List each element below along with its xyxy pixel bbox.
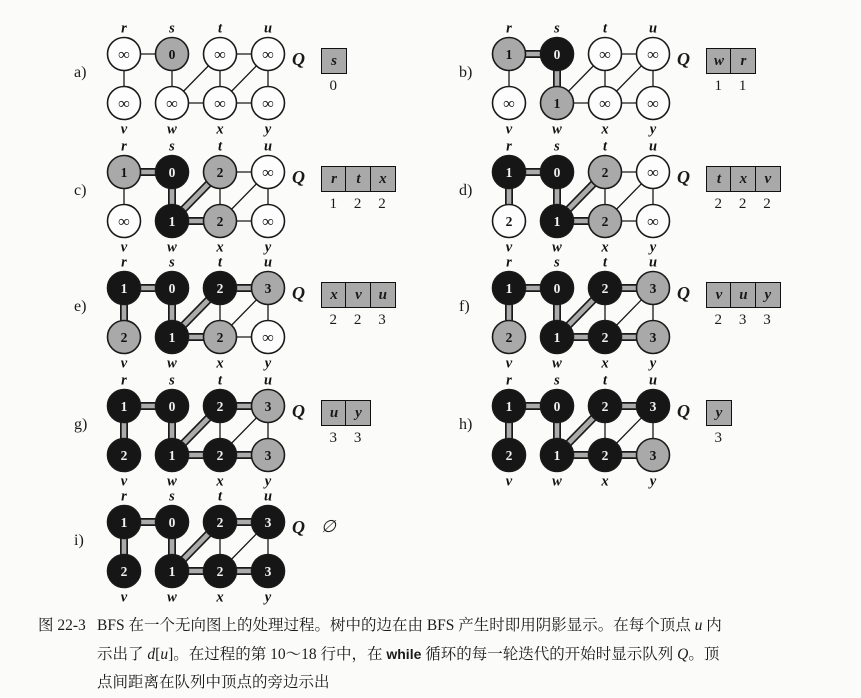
vertex-name-u: u — [648, 372, 658, 389]
vertex-name-y: y — [264, 355, 272, 372]
queue-distance-v: 2 — [714, 312, 722, 328]
queue-distance-r: 1 — [329, 196, 337, 212]
figure-caption — [38, 612, 838, 697]
vertex-name-r: r — [121, 254, 127, 271]
queue-entry-t — [706, 166, 730, 213]
vertex-name-w: w — [552, 355, 562, 372]
queue-g — [292, 400, 370, 447]
vertex-name-s: s — [169, 138, 175, 155]
queue-box-v: v — [755, 166, 781, 192]
vertex-value-x: ∞ — [214, 95, 226, 113]
vertex-value-u: 3 — [264, 399, 272, 414]
vertex-name-s: s — [554, 138, 560, 155]
queue-cells-c — [321, 166, 394, 213]
vertex-value-s: 0 — [168, 165, 176, 180]
vertex-name-u: u — [263, 20, 273, 37]
vertex-name-v: v — [120, 239, 128, 256]
vertex-value-w: 1 — [553, 448, 561, 463]
vertex-name-s: s — [169, 488, 175, 505]
queue-box-s: s — [321, 48, 347, 74]
queue-e — [292, 282, 394, 329]
vertex-value-r: 1 — [120, 281, 128, 296]
vertex-name-t: t — [602, 138, 608, 155]
vertex-value-x: 2 — [216, 214, 224, 229]
queue-symbol: Q — [677, 283, 690, 303]
queue-entry-x — [321, 282, 345, 329]
graph-svg-i — [94, 486, 294, 608]
vertex-value-r: 1 — [120, 515, 128, 530]
vertex-value-t: ∞ — [214, 46, 226, 64]
vertex-name-r: r — [121, 138, 127, 155]
vertex-name-t: t — [217, 254, 223, 271]
vertex-name-t: t — [217, 372, 223, 389]
vertex-value-x: 2 — [216, 564, 224, 579]
vertex-name-v: v — [120, 121, 128, 138]
queue-box-u: u — [730, 282, 756, 308]
vertex-name-u: u — [263, 254, 273, 271]
vertex-name-r: r — [506, 372, 512, 389]
vertex-name-y: y — [264, 589, 272, 606]
vertex-name-w: w — [167, 473, 177, 490]
graph-svg-f — [479, 252, 679, 374]
queue-distance-u: 3 — [378, 312, 386, 328]
queue-symbol: Q — [677, 167, 690, 187]
caption-segment: ]。在过程的第 10～18 行中，在 — [168, 646, 387, 663]
vertex-name-x: x — [216, 473, 224, 490]
subfigure-h — [445, 370, 845, 490]
vertex-value-r: 1 — [505, 281, 513, 296]
graph-svg-a — [94, 18, 294, 140]
vertex-name-v: v — [120, 473, 128, 490]
vertex-name-r: r — [121, 372, 127, 389]
vertex-value-y: ∞ — [647, 95, 659, 113]
queue-f — [677, 282, 779, 329]
vertex-name-r: r — [121, 488, 127, 505]
vertex-name-w: w — [167, 589, 177, 606]
vertex-name-u: u — [648, 254, 658, 271]
vertex-name-v: v — [505, 239, 513, 256]
vertex-value-v: 2 — [505, 448, 513, 463]
queue-cells-a — [321, 48, 345, 95]
vertex-name-y: y — [649, 355, 657, 372]
queue-distance-v: 2 — [763, 196, 771, 212]
caption-segment: BFS 在一个无向图上的处理过程。树中的边在由 BFS 产生时即用阴影显示。在每个顶点 — [97, 617, 695, 634]
vertex-name-s: s — [169, 372, 175, 389]
graph-a — [94, 18, 294, 145]
vertex-name-u: u — [648, 20, 658, 37]
vertex-name-w: w — [167, 121, 177, 138]
queue-cells-b — [706, 48, 755, 95]
vertex-value-s: 0 — [168, 281, 176, 296]
vertex-value-w: 1 — [168, 214, 176, 229]
queue-symbol: Q — [677, 401, 690, 421]
vertex-value-v: 2 — [120, 448, 128, 463]
vertex-value-x: 2 — [601, 214, 609, 229]
vertex-name-v: v — [505, 121, 513, 138]
subfigure-label-f: f) — [459, 298, 470, 315]
queue-distance-y: 3 — [353, 430, 362, 446]
vertex-name-v: v — [505, 355, 513, 372]
graph-d — [479, 136, 679, 263]
vertex-value-x: 2 — [601, 448, 609, 463]
vertex-name-x: x — [216, 121, 224, 138]
vertex-name-y: y — [264, 239, 272, 256]
empty-set-symbol: ∅ — [321, 517, 336, 536]
vertex-value-t: 2 — [216, 281, 224, 296]
vertex-name-x: x — [601, 355, 609, 372]
queue-box-r: r — [730, 48, 756, 74]
vertex-value-r: ∞ — [118, 46, 130, 64]
graph-svg-h — [479, 370, 679, 492]
vertex-value-x: ∞ — [599, 95, 611, 113]
vertex-name-s: s — [169, 20, 175, 37]
queue-box-w: w — [706, 48, 732, 74]
vertex-name-x: x — [216, 589, 224, 606]
vertex-name-u: u — [648, 138, 658, 155]
vertex-value-s: 0 — [553, 47, 561, 62]
queue-entry-v — [706, 282, 730, 329]
queue-entry-x — [730, 166, 754, 213]
vertex-name-w: w — [552, 239, 562, 256]
figure-caption-text — [97, 612, 838, 697]
vertex-name-s: s — [554, 254, 560, 271]
caption-segment: [ — [155, 646, 161, 663]
vertex-name-t: t — [602, 20, 608, 37]
vertex-value-v: 2 — [505, 330, 513, 345]
queue-box-t: t — [345, 166, 371, 192]
vertex-value-u: ∞ — [262, 46, 274, 64]
caption-segment: 。顶 — [688, 646, 720, 663]
vertex-value-t: 2 — [216, 165, 224, 180]
caption-segment: u — [694, 617, 703, 634]
vertex-name-x: x — [216, 355, 224, 372]
vertex-value-y: 3 — [649, 448, 657, 463]
queue-entry-u — [370, 282, 394, 329]
queue-entry-v — [345, 282, 369, 329]
vertex-value-u: ∞ — [647, 46, 659, 64]
subfigure-c — [60, 136, 460, 256]
vertex-name-w: w — [167, 355, 177, 372]
vertex-value-y: ∞ — [647, 213, 659, 231]
vertex-name-s: s — [554, 372, 560, 389]
graph-svg-b — [479, 18, 679, 140]
queue-a — [292, 48, 345, 95]
queue-box-u: u — [370, 282, 396, 308]
vertex-value-t: 2 — [216, 399, 224, 414]
vertex-value-v: 2 — [505, 214, 513, 229]
queue-symbol: Q — [292, 517, 305, 537]
vertex-value-t: 2 — [601, 281, 609, 296]
vertex-name-v: v — [120, 355, 128, 372]
vertex-value-y: ∞ — [262, 213, 274, 231]
vertex-value-u: 3 — [264, 281, 272, 296]
subfigure-d — [445, 136, 845, 256]
vertex-name-x: x — [601, 473, 609, 490]
subfigure-e — [60, 252, 460, 372]
queue-entry-v — [755, 166, 779, 213]
subfigure-label-b: b) — [459, 64, 473, 81]
vertex-value-w: 1 — [553, 96, 561, 111]
subfigure-label-g: g) — [74, 416, 88, 433]
graph-svg-e — [94, 252, 294, 374]
vertex-value-v: ∞ — [118, 95, 130, 113]
subfigure-g — [60, 370, 460, 490]
vertex-name-x: x — [216, 239, 224, 256]
queue-i — [292, 516, 336, 538]
vertex-name-s: s — [169, 254, 175, 271]
vertex-name-t: t — [602, 254, 608, 271]
queue-symbol: Q — [292, 283, 305, 303]
queue-distance-u: 3 — [329, 430, 337, 446]
queue-distance-x: 2 — [378, 196, 386, 212]
queue-box-v: v — [706, 282, 732, 308]
queue-box-x: x — [730, 166, 756, 192]
vertex-name-y: y — [649, 239, 657, 256]
vertex-value-u: ∞ — [262, 164, 274, 182]
queue-symbol: Q — [677, 49, 690, 69]
caption-segment: 点间距离在队列中顶点的旁边示出 — [97, 674, 330, 691]
vertex-value-y: ∞ — [262, 329, 274, 347]
subfigure-label-e: e) — [74, 298, 87, 315]
vertex-value-s: 0 — [553, 165, 561, 180]
queue-distance-w: 1 — [714, 78, 722, 94]
vertex-value-r: 1 — [120, 399, 128, 414]
vertex-name-t: t — [217, 138, 223, 155]
vertex-name-r: r — [506, 20, 512, 37]
queue-entry-r — [730, 48, 754, 95]
vertex-value-x: 2 — [216, 448, 224, 463]
vertex-name-u: u — [263, 372, 273, 389]
queue-cells-d — [706, 166, 779, 213]
graph-h — [479, 370, 679, 497]
subfigure-a — [60, 18, 460, 138]
subfigure-label-h: h) — [459, 416, 473, 433]
vertex-name-y: y — [264, 121, 272, 138]
caption-segment: d — [147, 646, 156, 663]
queue-distance-x: 2 — [329, 312, 337, 328]
queue-symbol: Q — [292, 167, 305, 187]
vertex-value-t: 2 — [601, 165, 609, 180]
graph-i — [94, 486, 294, 613]
vertex-value-w: 1 — [553, 214, 561, 229]
queue-entry-u — [321, 400, 345, 447]
figure-number: 图 22-3 — [38, 617, 86, 634]
subfigure-label-c: c) — [74, 182, 87, 199]
vertex-name-w: w — [552, 121, 562, 138]
graph-e — [94, 252, 294, 379]
vertex-name-w: w — [167, 239, 177, 256]
vertex-value-w: ∞ — [166, 95, 178, 113]
queue-box-x: x — [370, 166, 396, 192]
vertex-value-t: 2 — [216, 515, 224, 530]
queue-distance-t: 2 — [353, 196, 362, 212]
queue-distance-v: 2 — [353, 312, 362, 328]
caption-segment: 内 — [702, 617, 722, 634]
vertex-value-t: ∞ — [599, 46, 611, 64]
queue-symbol: Q — [292, 49, 305, 69]
queue-distance-y: 3 — [763, 312, 771, 328]
queue-entry-x — [370, 166, 394, 213]
vertex-value-v: ∞ — [503, 95, 515, 113]
subfigure-label-a: a) — [74, 64, 87, 81]
vertex-value-s: 0 — [168, 399, 176, 414]
vertex-name-w: w — [552, 473, 562, 490]
vertex-value-w: 1 — [168, 564, 176, 579]
queue-box-y: y — [755, 282, 781, 308]
vertex-name-y: y — [264, 473, 272, 490]
queue-box-u: u — [321, 400, 347, 426]
vertex-name-r: r — [506, 254, 512, 271]
vertex-name-t: t — [217, 488, 223, 505]
vertex-value-r: 1 — [505, 399, 513, 414]
vertex-value-r: 1 — [120, 165, 128, 180]
graph-b — [479, 18, 679, 145]
vertex-value-y: ∞ — [262, 95, 274, 113]
vertex-value-s: 0 — [168, 515, 176, 530]
vertex-name-y: y — [649, 473, 657, 490]
queue-cells-h — [706, 400, 730, 447]
vertex-name-x: x — [601, 239, 609, 256]
vertex-value-w: 1 — [168, 448, 176, 463]
graph-g — [94, 370, 294, 497]
queue-entry-u — [730, 282, 754, 329]
queue-entry-y — [706, 400, 730, 447]
vertex-name-r: r — [506, 138, 512, 155]
vertex-value-v: 2 — [120, 330, 128, 345]
queue-box-x: x — [321, 282, 347, 308]
queue-h — [677, 400, 730, 447]
queue-distance-x: 2 — [738, 196, 747, 212]
queue-box-r: r — [321, 166, 347, 192]
caption-segment: while — [386, 646, 422, 662]
subfigure-label-i: i) — [74, 532, 84, 549]
queue-c — [292, 166, 394, 213]
vertex-value-t: 2 — [601, 399, 609, 414]
vertex-name-s: s — [554, 20, 560, 37]
caption-segment: 示出了 — [97, 646, 148, 663]
vertex-value-u: 3 — [649, 399, 657, 414]
queue-d — [677, 166, 779, 213]
queue-entry-s — [321, 48, 345, 95]
vertex-name-t: t — [602, 372, 608, 389]
graph-svg-c — [94, 136, 294, 258]
vertex-value-v: 2 — [120, 564, 128, 579]
queue-entry-w — [706, 48, 730, 95]
vertex-value-x: 2 — [216, 330, 224, 345]
vertex-value-s: 0 — [553, 399, 561, 414]
queue-cells-g — [321, 400, 370, 447]
vertex-value-s: 0 — [553, 281, 561, 296]
subfigure-label-d: d) — [459, 182, 473, 199]
subfigure-b — [445, 18, 845, 138]
vertex-value-r: 1 — [505, 47, 513, 62]
vertex-value-r: 1 — [505, 165, 513, 180]
vertex-value-w: 1 — [168, 330, 176, 345]
queue-distance-u: 3 — [738, 312, 747, 328]
vertex-value-y: 3 — [264, 448, 272, 463]
queue-distance-s: 0 — [329, 78, 337, 94]
vertex-name-v: v — [505, 473, 513, 490]
caption-segment: Q — [677, 646, 689, 663]
graph-svg-d — [479, 136, 679, 258]
queue-distance-t: 2 — [714, 196, 722, 212]
vertex-value-s: 0 — [168, 47, 176, 62]
caption-segment: 循环的每一轮迭代的开始时显示队列 — [421, 646, 678, 663]
queue-cells-e — [321, 282, 394, 329]
vertex-name-u: u — [263, 488, 273, 505]
queue-cells-f — [706, 282, 779, 329]
vertex-value-w: 1 — [553, 330, 561, 345]
vertex-name-u: u — [263, 138, 273, 155]
subfigure-f — [445, 252, 845, 372]
subfigure-i — [60, 486, 460, 606]
vertex-name-x: x — [601, 121, 609, 138]
vertex-value-y: 3 — [649, 330, 657, 345]
vertex-name-v: v — [120, 589, 128, 606]
graph-svg-g — [94, 370, 294, 492]
queue-entry-y — [755, 282, 779, 329]
queue-distance-y: 3 — [714, 430, 722, 446]
vertex-value-v: ∞ — [118, 213, 130, 231]
queue-box-v: v — [345, 282, 371, 308]
queue-box-y: y — [706, 400, 732, 426]
queue-symbol: Q — [292, 401, 305, 421]
queue-entry-y — [345, 400, 369, 447]
queue-entry-t — [345, 166, 369, 213]
caption-segment: u — [160, 646, 169, 663]
vertex-name-t: t — [217, 20, 223, 37]
graph-f — [479, 252, 679, 379]
vertex-value-u: 3 — [264, 515, 272, 530]
vertex-name-r: r — [121, 20, 127, 37]
queue-box-t: t — [706, 166, 732, 192]
vertex-value-u: 3 — [649, 281, 657, 296]
vertex-value-x: 2 — [601, 330, 609, 345]
queue-entry-r — [321, 166, 345, 213]
queue-distance-r: 1 — [738, 78, 747, 94]
queue-b — [677, 48, 755, 95]
vertex-value-u: ∞ — [647, 164, 659, 182]
vertex-name-y: y — [649, 121, 657, 138]
graph-c — [94, 136, 294, 263]
vertex-value-y: 3 — [264, 564, 272, 579]
queue-box-y: y — [345, 400, 371, 426]
